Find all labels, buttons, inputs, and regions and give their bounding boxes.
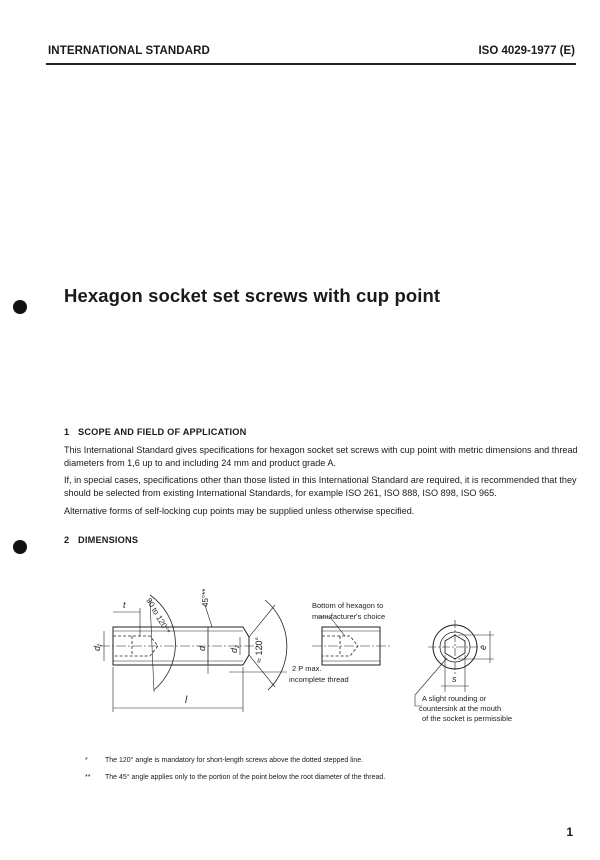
label-dz: $d_z$ — [229, 644, 241, 653]
label-rounding-line3: of the socket is permissible — [422, 714, 513, 723]
label-bottom-line1: Bottom of hexagon to — [312, 601, 384, 610]
footnote-1-text: The 120° angle is mandatory for short-length screws above the dotted stepped line. — [105, 757, 364, 764]
header-document-number: ISO 4029-1977 (E) — [478, 45, 575, 57]
label-t: t — [123, 600, 126, 610]
label-l: l — [185, 695, 188, 706]
label-cup-angle: 90 to 120°* — [144, 596, 172, 636]
label-120: ≈ 120° — [254, 636, 264, 663]
footnote-2-mark: ** — [85, 774, 91, 781]
page-number: 1 — [566, 825, 573, 839]
label-point-angle: 45°** — [201, 588, 210, 607]
label-2p-line2: incomplete thread — [289, 675, 349, 684]
label-rounding-line1: A slight rounding or — [422, 694, 487, 703]
section-1-paragraph-3: Alternative forms of self-locking cup points may be supplied unless otherwise specified. — [64, 506, 415, 516]
label-rounding-line2: countersink at the mouth — [419, 704, 502, 713]
section-1-number: 1 — [64, 427, 70, 437]
label-d: d — [197, 645, 207, 651]
label-e: e — [478, 644, 488, 650]
section-1-paragraph-1: This International Standard gives specifications for hexagon socket set screws with cup point with metric dimensions and thread diameters from 1,6 up to and including 24 mm and product grade A. — [64, 445, 578, 468]
section-1-title: SCOPE AND FIELD OF APPLICATION — [78, 427, 247, 437]
footnote-2-text: The 45° angle applies only to the portion of the point below the root diameter of the thread. — [105, 774, 386, 781]
section-2-title: DIMENSIONS — [78, 535, 139, 545]
label-s: s — [452, 674, 457, 684]
page-title: Hexagon socket set screws with cup point — [64, 285, 441, 306]
label-2p-line1: 2 P max. — [292, 664, 322, 673]
header-standard-label: INTERNATIONAL STANDARD — [48, 45, 210, 57]
label-df: $d_f$ — [92, 644, 104, 651]
section-1-paragraph-2: If, in special cases, specifications other than those listed in this International Standard are required, it is recommended that they should be selected from existing International Standards, for example ISO 261, ISO 888, ISO 898, ISO 965. — [64, 475, 577, 498]
footnote-1 — [85, 757, 364, 764]
label-bottom-line2: manufacturer's choice — [312, 612, 386, 621]
footnote-1-mark: * — [85, 757, 88, 764]
footnote-2 — [85, 774, 386, 781]
section-2-number: 2 — [64, 535, 70, 545]
